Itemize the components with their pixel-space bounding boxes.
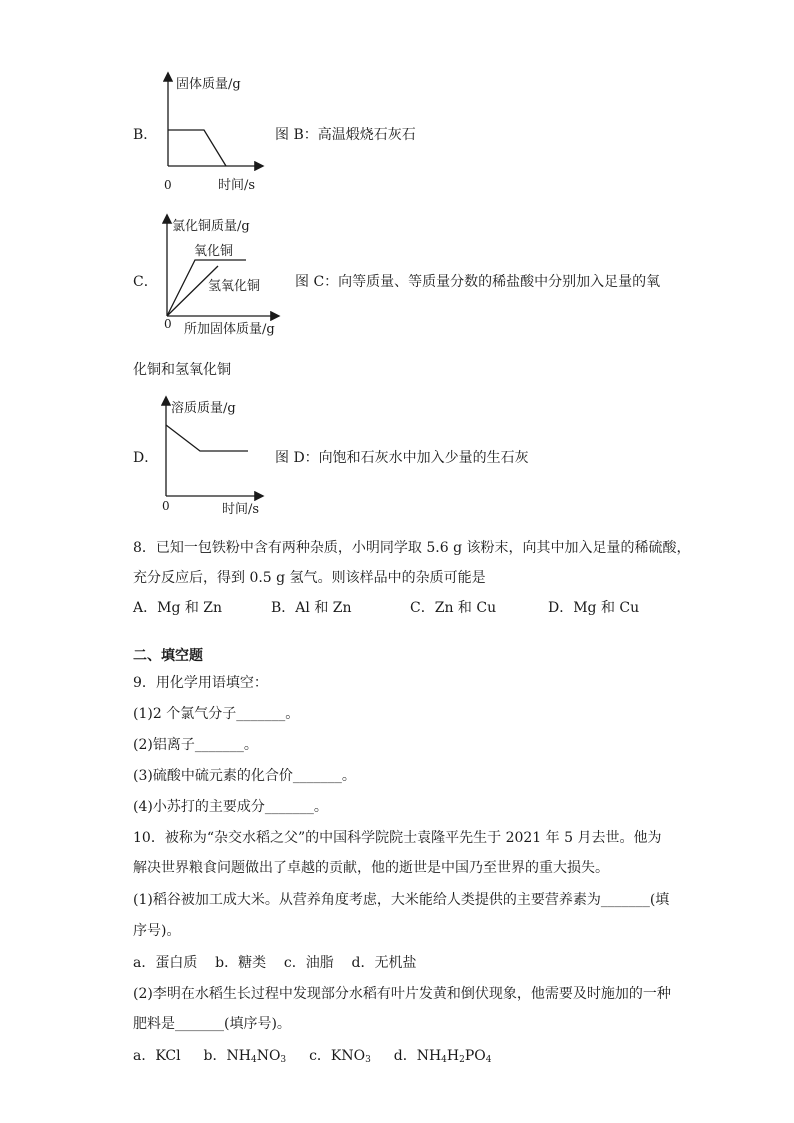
graph-c-caption-line2: 化铜和氢氧化铜 (133, 362, 231, 378)
q10-line1: 10．被称为“杂交水稻之父”的中国科学院院士袁隆平先生于 2021 年 5 月去世。他为 (133, 830, 662, 846)
graph-c-label-lower: 氢氧化铜 (208, 279, 261, 294)
q10-part1-options: a．蛋白质 b．糖类 c．油脂 d．无机盐 (133, 955, 417, 971)
graph-b (150, 68, 270, 198)
q10-part1-line1: (1)稻谷被加工成大米。从营养角度考虑，大米能给人类提供的主要营养素为_______(填 (133, 892, 670, 908)
graph-d-ylabel: 溶质质量/g (171, 401, 236, 416)
q9-item-2: (2)铝离子_______。 (133, 737, 258, 753)
graph-c-origin: 0 (164, 317, 172, 331)
q10-part2-line1: (2)李明在水稻生长过程中发现部分水稻有叶片发黄和倒伏现象，他需要及时施加的一种 (133, 986, 671, 1002)
graph-d-caption: 图 D：向饱和石灰水中加入少量的生石灰 (275, 450, 529, 466)
q9-stem: 9．用化学用语填空： (133, 675, 268, 691)
q10-line2: 解决世界粮食问题做出了卓越的贡献，他的逝世是中国乃至世界的重大损失。 (133, 860, 609, 876)
q10-part2-options (133, 1045, 491, 1065)
option-d-label: D． (133, 450, 159, 466)
graph-c-caption-line1: 图 C：向等质量、等质量分数的稀盐酸中分别加入足量的氧 (295, 274, 661, 290)
graph-c-label-upper: 氧化铜 (194, 244, 234, 259)
graph-c-ylabel: 氯化铜质量/g (172, 219, 250, 234)
graph-b-caption: 图 B：高温煅烧石灰石 (275, 127, 416, 143)
q8-option-d: D．Mg 和 Cu (548, 600, 640, 616)
q10-part2-option-d: d．$NH_4H_2PO_4$ (393, 1048, 492, 1065)
q8-option-a: A．Mg 和 Zn (133, 600, 223, 616)
section-title: 二、填空题 (133, 648, 203, 664)
graph-b-origin: 0 (164, 178, 172, 192)
q10-part2-line2: 肥料是_______(填序号)。 (133, 1016, 291, 1032)
q8-option-c: C．Zn 和 Cu (410, 600, 497, 616)
graph-d-xlabel: 时间/s (222, 502, 260, 517)
graph-b-ylabel: 固体质量/g (176, 77, 241, 92)
q8-line2: 充分反应后，得到 0.5 g 氢气。则该样品中的杂质可能是 (133, 570, 486, 586)
q9-item-4: (4)小苏打的主要成分_______。 (133, 799, 328, 815)
q9-item-1: (1)2 个氯气分子_______。 (133, 706, 300, 722)
q9-item-3: (3)硫酸中硫元素的化合价_______。 (133, 768, 356, 784)
graph-c-xlabel: 所加固体质量/g (184, 322, 275, 337)
graph-d (150, 392, 270, 522)
graph-d-curve (166, 425, 248, 451)
option-b-label: B． (133, 127, 158, 143)
q10-part2-option-a: a．KCl (133, 1048, 181, 1064)
q8-line1: 8．已知一包铁粉中含有两种杂质，小明同学取 5.6 g 该粉末，向其中加入足量的稀硫酸， (133, 540, 691, 556)
option-c-label: C． (133, 274, 158, 290)
graph-c (150, 210, 290, 340)
q8-option-b: B．Al 和 Zn (271, 600, 352, 616)
graph-b-curve (168, 130, 226, 166)
q10-part2-option-c: c．$KNO_3$ (309, 1048, 371, 1065)
q10-part1-line2: 序号)。 (133, 923, 181, 939)
q10-part2-option-b: b．$NH_4NO_3$ (203, 1048, 287, 1065)
graph-d-origin: 0 (162, 499, 170, 513)
graph-b-xlabel: 时间/s (218, 178, 256, 193)
